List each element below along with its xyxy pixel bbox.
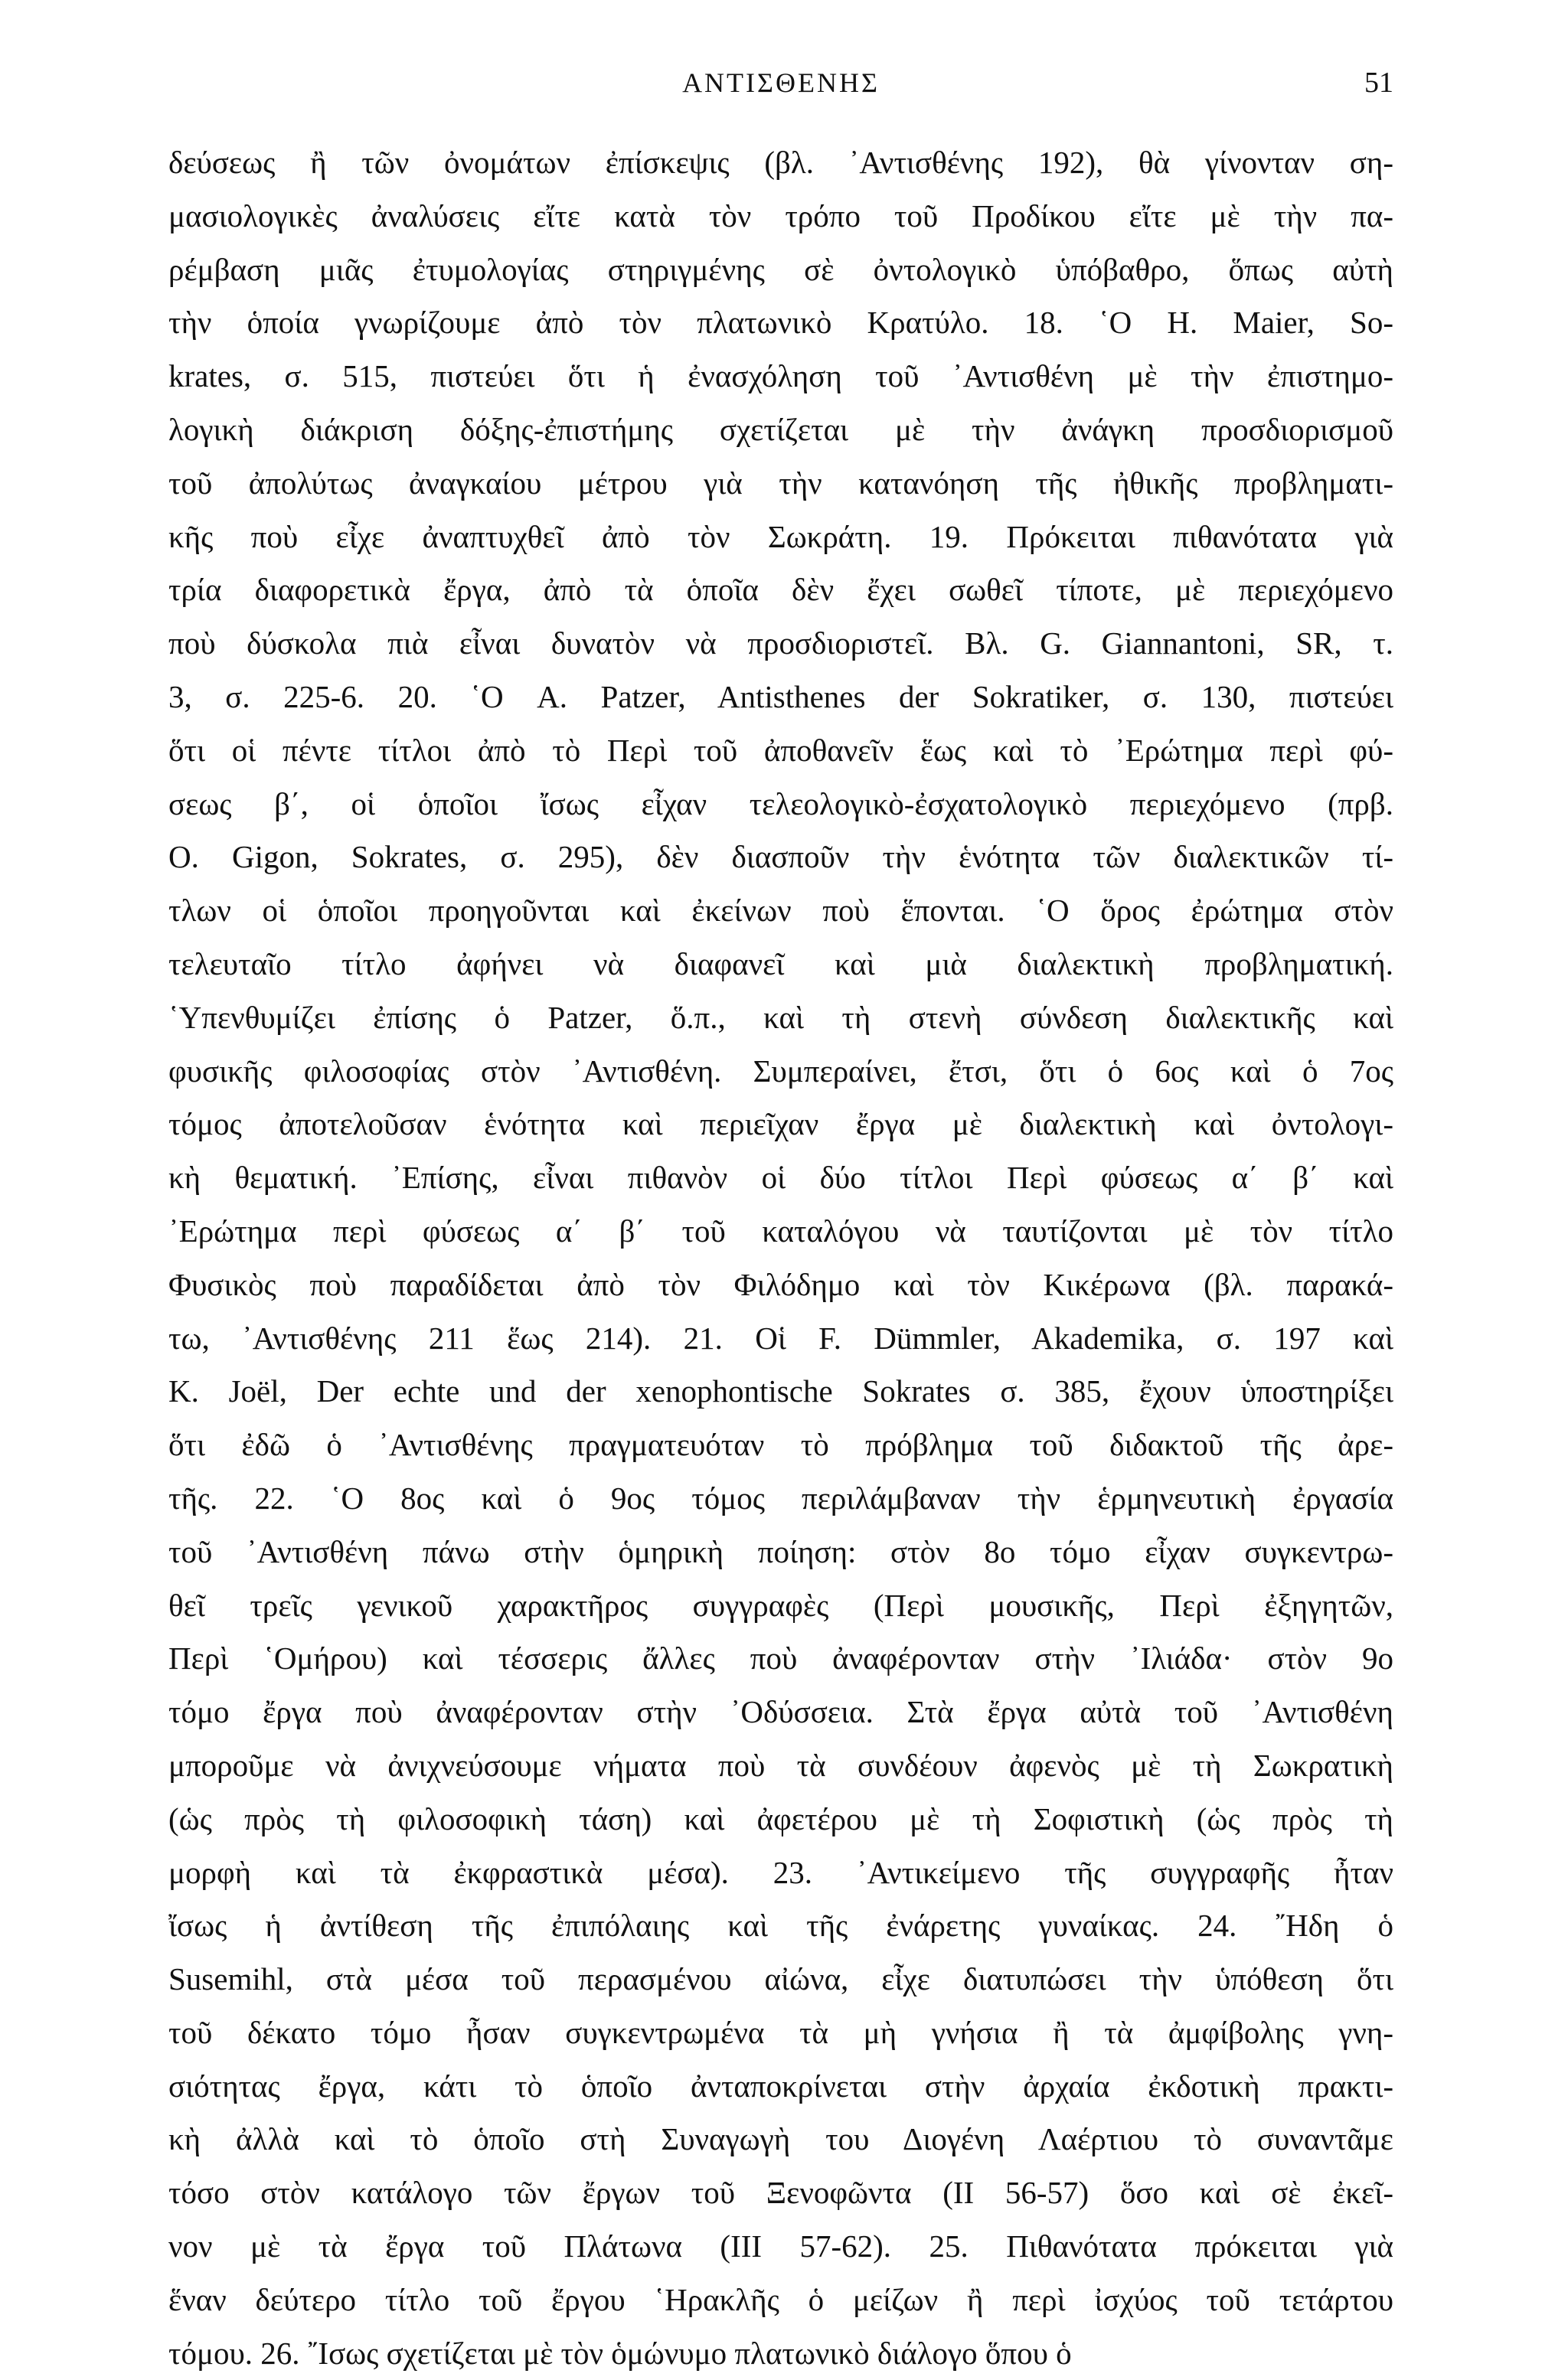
text-line-17: ῾Υπενθυμίζει ἐπίσης ὁ Patzer, ὅ.π., καὶ τὴ στενὴ σύνδεση διαλεκτικῆς καὶ (168, 999, 1393, 1035)
text-line-40: νον μὲ τὰ ἔργα τοῦ Πλάτωνα (III 57-62). 25. Πιθανότατα πρόκειται γιὰ (168, 2228, 1393, 2264)
text-line-37: σιότητας ἔργα, κάτι τὸ ὁποῖο ἀνταποκρίνεται στὴν ἀρχαία ἐκδοτικὴ πρακτι- (168, 2068, 1393, 2104)
text-line-23: τω, ᾿Αντισθένης 211 ἕως 214). 21. Οἱ F. Dümmler, Akademika, σ. 197 καὶ (168, 1320, 1393, 1356)
text-line-10: ποὺ δύσκολα πιὰ εἶναι δυνατὸν νὰ προσδιοριστεῖ. Βλ. G. Giannantoni, SR, τ. (168, 625, 1393, 661)
text-line-33: μορφὴ καὶ τὰ ἐκφραστικὰ μέσα). 23. ᾿Αντικείμενο τῆς συγγραφῆς ἦταν (168, 1854, 1393, 1890)
text-line-6: λογικὴ διάκριση δόξης-ἐπιστήμης σχετίζεται μὲ τὴν ἀνάγκη προσδιορισμοῦ (168, 411, 1393, 447)
text-line-3: ρέμβαση μιᾶς ἐτυμολογίας στηριγμένης σὲ ὀντολογικὸ ὑπόβαθρο, ὅπως αὐτὴ (168, 251, 1393, 287)
text-line-31: μποροῦμε νὰ ἀνιχνεύσουμε νήματα ποὺ τὰ συνδέουν ἀφενὸς μὲ τὴ Σωκρατικὴ (168, 1747, 1393, 1783)
text-line-28: θεῖ τρεῖς γενικοῦ χαρακτῆρος συγγραφὲς (Περὶ μουσικῆς, Περὶ ἐξηγητῶν, (168, 1587, 1393, 1623)
running-head (168, 60, 1393, 106)
text-line-39: τόσο στὸν κατάλογο τῶν ἔργων τοῦ Ξενοφῶντα (II 56-57) ὅσο καὶ σὲ ἐκεῖ- (168, 2175, 1393, 2211)
running-title: ΑΝΤΙΣΘΕΝΗΣ (682, 67, 880, 98)
text-line-24: K. Joël, Der echte und der xenophontische Sokrates σ. 385, ἔχουν ὑποστηρίξει (168, 1373, 1393, 1409)
text-line-4: τὴν ὁποία γνωρίζουμε ἀπὸ τὸν πλατωνικὸ Κρατύλο. 18. ῾Ο H. Maier, So- (168, 305, 1393, 341)
page-number: 51 (1364, 67, 1393, 99)
text-line-2: μασιολογικὲς ἀναλύσεις εἴτε κατὰ τὸν τρόπο τοῦ Προδίκου εἴτε μὲ τὴν πα- (168, 198, 1393, 233)
text-line-26: τῆς. 22. ῾Ο 8ος καὶ ὁ 9ος τόμος περιλάμβαναν τὴν ἑρμηνευτικὴ ἐργασία (168, 1480, 1393, 1516)
text-line-1: δεύσεως ἢ τῶν ὀνομάτων ἐπίσκεψις (βλ. ᾿Αντισθένης 192), θὰ γίνονταν ση- (168, 145, 1393, 180)
text-line-32: (ὡς πρὸς τὴ φιλοσοφικὴ τάση) καὶ ἀφετέρου μὲ τὴ Σοφιστικὴ (ὡς πρὸς τὴ (168, 1801, 1393, 1836)
text-line-34: ἴσως ἡ ἀντίθεση τῆς ἐπιπόλαιης καὶ τῆς ἐνάρετης γυναίκας. 24. ῎Ηδη ὁ (168, 1908, 1393, 1944)
text-line-19: τόμος ἀποτελοῦσαν ἑνότητα καὶ περιεῖχαν ἔργα μὲ διαλεκτικὴ καὶ ὀντολογι- (168, 1106, 1393, 1142)
text-line-13: σεως β΄, οἱ ὁποῖοι ἴσως εἶχαν τελεολογικὸ-ἐσχατολογικὸ περιεχόμενο (πρβ. (168, 785, 1393, 821)
text-line-22: Φυσικὸς ποὺ παραδίδεται ἀπὸ τὸν Φιλόδημο καὶ τὸν Κικέρωνα (βλ. παρακά- (168, 1266, 1393, 1302)
text-line-21: ᾿Ερώτημα περὶ φύσεως α΄ β΄ τοῦ καταλόγου νὰ ταυτίζονται μὲ τὸν τίτλο (168, 1213, 1393, 1249)
text-line-9: τρία διαφορετικὰ ἔργα, ἀπὸ τὰ ὁποῖα δὲν ἔχει σωθεῖ τίποτε, μὲ περιεχόμενο (168, 572, 1393, 608)
text-line-11: 3, σ. 225-6. 20. ῾Ο A. Patzer, Antisthenes der Sokratiker, σ. 130, πιστεύει (168, 678, 1393, 714)
text-line-42: τόμου. 26. ῎Ισως σχετίζεται μὲ τὸν ὁμώνυμο πλατωνικὸ διάλογο ὅπου ὁ (168, 2335, 1072, 2371)
text-line-15: τλων οἱ ὁποῖοι προηγοῦνται καὶ ἐκείνων ποὺ ἕπονται. ῾Ο ὅρος ἐρώτημα στὸν (168, 893, 1393, 929)
text-line-5: krates, σ. 515, πιστεύει ὅτι ἡ ἐνασχόληση τοῦ ᾿Αντισθένη μὲ τὴν ἐπιστημο- (168, 358, 1393, 394)
text-line-38: κὴ ἀλλὰ καὶ τὸ ὁποῖο στὴ Συναγωγὴ του Διογένη Λαέρτιου τὸ συναντᾶμε (168, 2121, 1393, 2157)
text-line-20: κὴ θεματική. ᾿Επίσης, εἶναι πιθανὸν οἱ δύο τίτλοι Περὶ φύσεως α΄ β΄ καὶ (168, 1160, 1393, 1196)
text-line-35: Susemihl, στὰ μέσα τοῦ περασμένου αἰώνα, εἶχε διατυπώσει τὴν ὑπόθεση ὅτι (168, 1961, 1393, 1997)
text-line-27: τοῦ ᾿Αντισθένη πάνω στὴν ὁμηρικὴ ποίηση: στὸν 8ο τόμο εἶχαν συγκεντρω- (168, 1533, 1393, 1569)
text-line-16: τελευταῖο τίτλο ἀφήνει νὰ διαφανεῖ καὶ μιὰ διαλεκτικὴ προβληματική. (168, 945, 1393, 981)
text-line-29: Περὶ ῾Ομήρου) καὶ τέσσερις ἄλλες ποὺ ἀναφέρονταν στὴν ᾿Ιλιάδα· στὸν 9ο (168, 1641, 1393, 1676)
text-line-36: τοῦ δέκατο τόμο ἦσαν συγκεντρωμένα τὰ μὴ γνήσια ἢ τὰ ἀμφίβολης γνη- (168, 2014, 1393, 2050)
text-line-41: ἕναν δεύτερο τίτλο τοῦ ἔργου ῾Ηρακλῆς ὁ μείζων ἢ περὶ ἰσχύος τοῦ τετάρτου (168, 2281, 1393, 2317)
text-line-7: τοῦ ἀπολύτως ἀναγκαίου μέτρου γιὰ τὴν κατανόηση τῆς ἠθικῆς προβληματι- (168, 465, 1393, 501)
text-line-30: τόμο ἔργα ποὺ ἀναφέρονταν στὴν ᾿Οδύσσεια. Στὰ ἔργα αὐτὰ τοῦ ᾿Αντισθένη (168, 1694, 1393, 1730)
notes-text (168, 136, 1393, 2380)
text-line-25: ὅτι ἐδῶ ὁ ᾿Αντισθένης πραγματευόταν τὸ πρόβλημα τοῦ διδακτοῦ τῆς ἀρε- (168, 1427, 1393, 1463)
text-line-12: ὅτι οἱ πέντε τίτλοι ἀπὸ τὸ Περὶ τοῦ ἀποθανεῖν ἕως καὶ τὸ ᾿Ερώτημα περὶ φύ- (168, 732, 1393, 768)
text-line-14: O. Gigon, Sokrates, σ. 295), δὲν διασποῦν τὴν ἑνότητα τῶν διαλεκτικῶν τί- (168, 839, 1393, 875)
text-line-8: κῆς ποὺ εἶχε ἀναπτυχθεῖ ἀπὸ τὸν Σωκράτη. 19. Πρόκειται πιθανότατα γιὰ (168, 518, 1393, 554)
text-line-18: φυσικῆς φιλοσοφίας στὸν ᾿Αντισθένη. Συμπεραίνει, ἔτσι, ὅτι ὁ 6ος καὶ ὁ 7ος (168, 1053, 1393, 1089)
